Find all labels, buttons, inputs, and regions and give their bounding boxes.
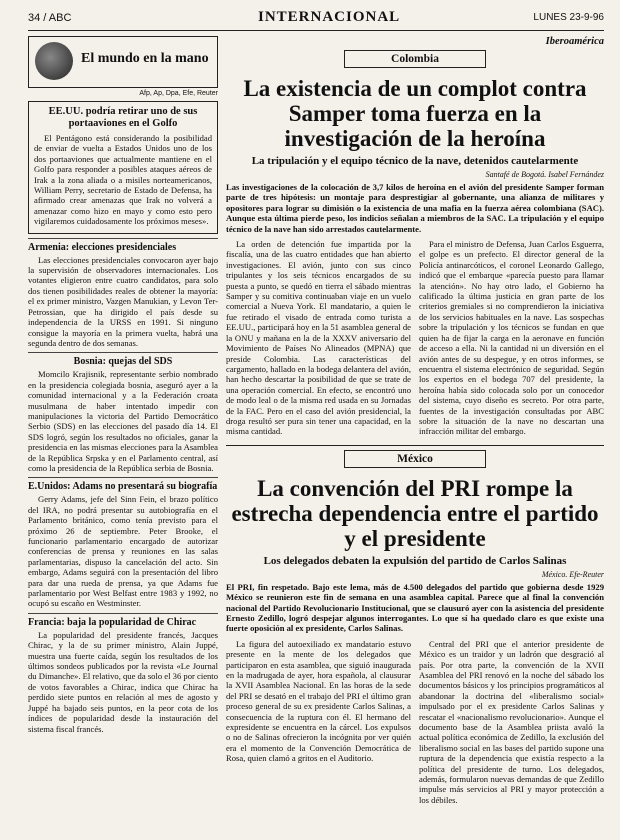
right-column	[226, 36, 604, 807]
left-column	[28, 36, 218, 736]
body-mexico	[226, 639, 604, 808]
article-separator	[226, 445, 604, 446]
brief-heading-chirac: Francia: baja la popularidad de Chirac	[28, 613, 218, 628]
body-mexico-col1: La figura del autoexiliado ex mandatario estuvo presente en la mente de los delegados que participaron en esta asamblea, que siguió inaugurada en la madrugada de ayer, hora española, al clausurar la XVII Asamblea Nacional. En las horas de la sede del PRI se desató en el trabajo del PRI el último gran proceso general de su ex presidente Carlos Salinas, a consecuencia de la ruptura con él. El hermano del expresidente se encuentra en la cárcel. Los expulsos o no de Salinas ofrecieron la incógnita por ver quién era el momento de la Convención Democrática de Rosa, quien clamó a gritos en el Auditorio.	[226, 638, 411, 764]
brief-box-title: EE.UU. podría retirar uno de sus portaaviones en el Golfo	[48, 106, 198, 129]
headline-colombia: La existencia de un complot contra Samper toma fuerza en la investigación de la heroína	[243, 76, 587, 151]
byline-mexico: México. Efe-Reuter	[541, 569, 604, 579]
deck-mexico: Los delegados debaten la expulsión del partido de Carlos Salinas	[263, 554, 567, 567]
country-label-mexico: México	[344, 450, 486, 468]
brief-box	[28, 101, 218, 234]
globe-hand-icon	[35, 42, 73, 80]
region-tag: Iberoamérica	[545, 36, 604, 47]
section-title: INTERNACIONAL	[258, 9, 401, 25]
page-header	[28, 8, 604, 31]
brief-text-bosnia: Momcilo Krajisnik, representante serbio nombrado en la presidencia colegiada bosnia, aseguró ayer a la comunidad internacional y a la Federación croata musulmana de haber intentado impedir con manipulaciones la victoria del Partido Democrático Serbio (SDS) en las elecciones del pasado día 14. El SDS logró, según los resultados no oficiales, ganar la presidencia en las mismas elecciones para la Asamblea de la República Srpska y en el Parlamento central, así como la presidencia de la República serbia de Bosnia.	[28, 369, 218, 473]
page-number: 34 / ABC	[28, 12, 72, 24]
lead-colombia: Las investigaciones de la colocación de 3,7 kilos de heroína en el avión del presidente Samper forman parte de tres hipótesis: un montaje para desprestigiar al gobernante, una alianza de militares y opositores para lograr su dimisión o la existencia de una mafia en la fuerza aérea colombiana (SAC). Aunque esta última pierde peso, los indicios señalan a miembros de la SAC. La tripulación y el equipo técnico de la nave han sido arrestados cautelarmente.	[226, 182, 604, 234]
lead-mexico: El PRI, fin respetado. Bajo este lema, más de 4.500 delegados del partido que gobierna desde 1929 México se reunieron este fin de semana en una asamblea capital. Parece que al final la convención nacional del Partido Revolucionario Institucional, que se clausuró ayer con la asistencia del presidente Ernesto Zedillo, logró despejar algunos interrogantes. Lo que sí ha quedado claro es que existe una fuerte oposición al ex presidente, Carlos Salinas.	[226, 581, 604, 634]
issue-date: LUNES 23-9-96	[533, 12, 604, 23]
country-label-colombia: Colombia	[344, 50, 486, 68]
body-mexico-col2: Central del PRI que el anterior presidente de México es un traidor y un ladrón que desgració al país. Por otra parte, la convención de la XVII Asamblea del PRI renovó en la noche del sábado los documentos básicos y los principios programáticos al abandonar la doctrina del «liberalismo social» impulsado por el ex presidente Carlos Salinas y rescatar el «nacionalismo revolucionario». Aunque el documento base de la Asamblea priista avaló la actual política económica de Zedillo, la exclusión del liberalismo social en las bases del partido supone una ruptura de la dependencia que existía respecto a la política del presidente de turno. Los delegados, además, formularon nuevas demandas de que Zedillo impulse más servicios al PRI y mayor protección a los débiles.	[419, 638, 604, 805]
mundo-banner	[28, 36, 218, 88]
body-colombia-col2: Para el ministro de Defensa, Juan Carlos Esguerra, el golpe es un prefecto. El director general de la Policía antinarcóticos, el coronel Leonardo Gallego, indicó que el embarque «parecía puesto para llamar la atención». No hay otro lado, el Gobierno ha calificado la última justicia en gran parte de los criterios gremiales si no comprendieron la iniciativa de los servicios habituales en la nave. Las sospechas sobre la tripulación y los técnicos se fundan en que quien ha de fijar la carga en la aeronave en función de acceso a ella. Ni la cantidad ni un diversión en el avión antes de su despegue, y en otros informes, se encuentra el sistema electrónico de seguridad. Según los expertos en el bodega 707 del presidente, la heroína había sido colocada solo por un conocedor del sistema, cuyo diseño es secreto. Por otra parte, fuentes de la investigación consultadas por ABC sobre la situación de la nave no descartan una infracción militar del embargo.	[419, 239, 604, 437]
brief-text-adams: Gerry Adams, jefe del Sinn Fein, el brazo político del IRA, no podrá presentar su autobiografía en el Parlamento británico, como tenía previsto para el próximo 26 de septiembre. Peter Brooke, el funcionario parlamentario encargado de autorizar conferencias de prensa y reuniones en las salas parlamentarias, dispuso la cancelación del acto. Sin embargo, Adams seguirá con la presentación del libro para dar una rueda de prensa, ya que Adams fue parlamentario por West Belfast entre 1983 y 1992, no ocupó su escaño en Westminster.	[28, 494, 218, 609]
headline-mexico: La convención del PRI rompe la estrecha dependencia entre el partido y el presidente	[231, 475, 599, 551]
brief-box-text: El Pentágono está considerando la posibilidad de enviar de vuelta a Estados Unidos uno de los dos portaaviones que actualmente mantiene en el Golfo para responder a posibles ataques aéreos de Irak a la zona aliada o a misiles norteamericanos, William Perry, secretario de Estado de Defensa, ha afirmado crear amenazas que Irak no volverá a amenazar como hizo en mayo y como esto pero vigilaremos cuidadosamente los próximos meses».	[34, 133, 212, 227]
brief-text-chirac: La popularidad del presidente francés, Jacques Chirac, y la de su primer ministro, Alain Juppé, muestra una fuerte caída, según los resultados de los últimos sondeos publicados por la revista «Le Journal du Dimanche». El relativo, que da solo el 36 por ciento de votos favorables a Chirac, indica que Chirac ha perdido siete puntos en relación al mes de agosto y Juppé ha bajado seis puntos, en la peor cota de los índices de popularidad desde la instauración del sistema fiscal francés.	[28, 629, 218, 734]
brief-text-armenia: Las elecciones presidenciales convocaron ayer bajo la supervisión de observadores internacionales. Los votantes eligieron entre cuatro candidatos, para solo dos tienen posibilidades reales de obtener la mayoría: el ex primer ministro, Vazgen Manukian, y Levon Ter-Petrossian, que ha dirigido el país desde su independencia de la URSS en 1991. Si ninguno consigue la mayoría en la primera vuelta, habrá una segunda dentro de dos semanas.	[28, 254, 218, 348]
deck-colombia: La tripulación y el equipo técnico de la nave, detenidos cautelarmente	[251, 155, 579, 167]
mundo-title: El mundo en la mano	[81, 51, 209, 66]
body-colombia-col1: La orden de detención fue impartida por la fiscalía, una de las cuatro entidades que han abierto investigaciones. El avión, junto con sus cinco tripulantes y los seis técnicos encargados de su puesta a punto, se quedó en tierra el sábado mientras Samper y su comitiva continuaban viaje en un vuelo comercial a Nueva York. El mandatario, a quien le fue retirado el visado de entrada como turista a EE.UU., participará hoy en la 51 asamblea general de la ONU y mañana en la de la XXXV aniversario del Movimiento de Países No Alineados (MPNA) que preside Colombia. Las características del cargamento, hallado en la bodega delantera del avión, han hecho descartar la posibilidad de que se trate de una operación comercial. En efecto, se encontró uno de modo leal o de la misma red usada en su Jornadas de la FAC. Pero en el caso del avión presidencial, la droga resultó ser pura sin tener una capacidad, en la misma cantidad.	[226, 239, 411, 437]
byline-colombia: Santafé de Bogotá. Isabel Fernández	[485, 170, 604, 179]
body-colombia	[226, 239, 604, 439]
brief-heading-armenia: Armenia: elecciones presidenciales	[28, 238, 218, 253]
brief-heading-bosnia: Bosnia: quejas del SDS	[28, 352, 218, 367]
agencies-credit: Afp, Ap, Dpa, Efe, Reuter	[139, 90, 218, 97]
brief-heading-adams: E.Unidos: Adams no presentará su biografía	[28, 477, 218, 492]
